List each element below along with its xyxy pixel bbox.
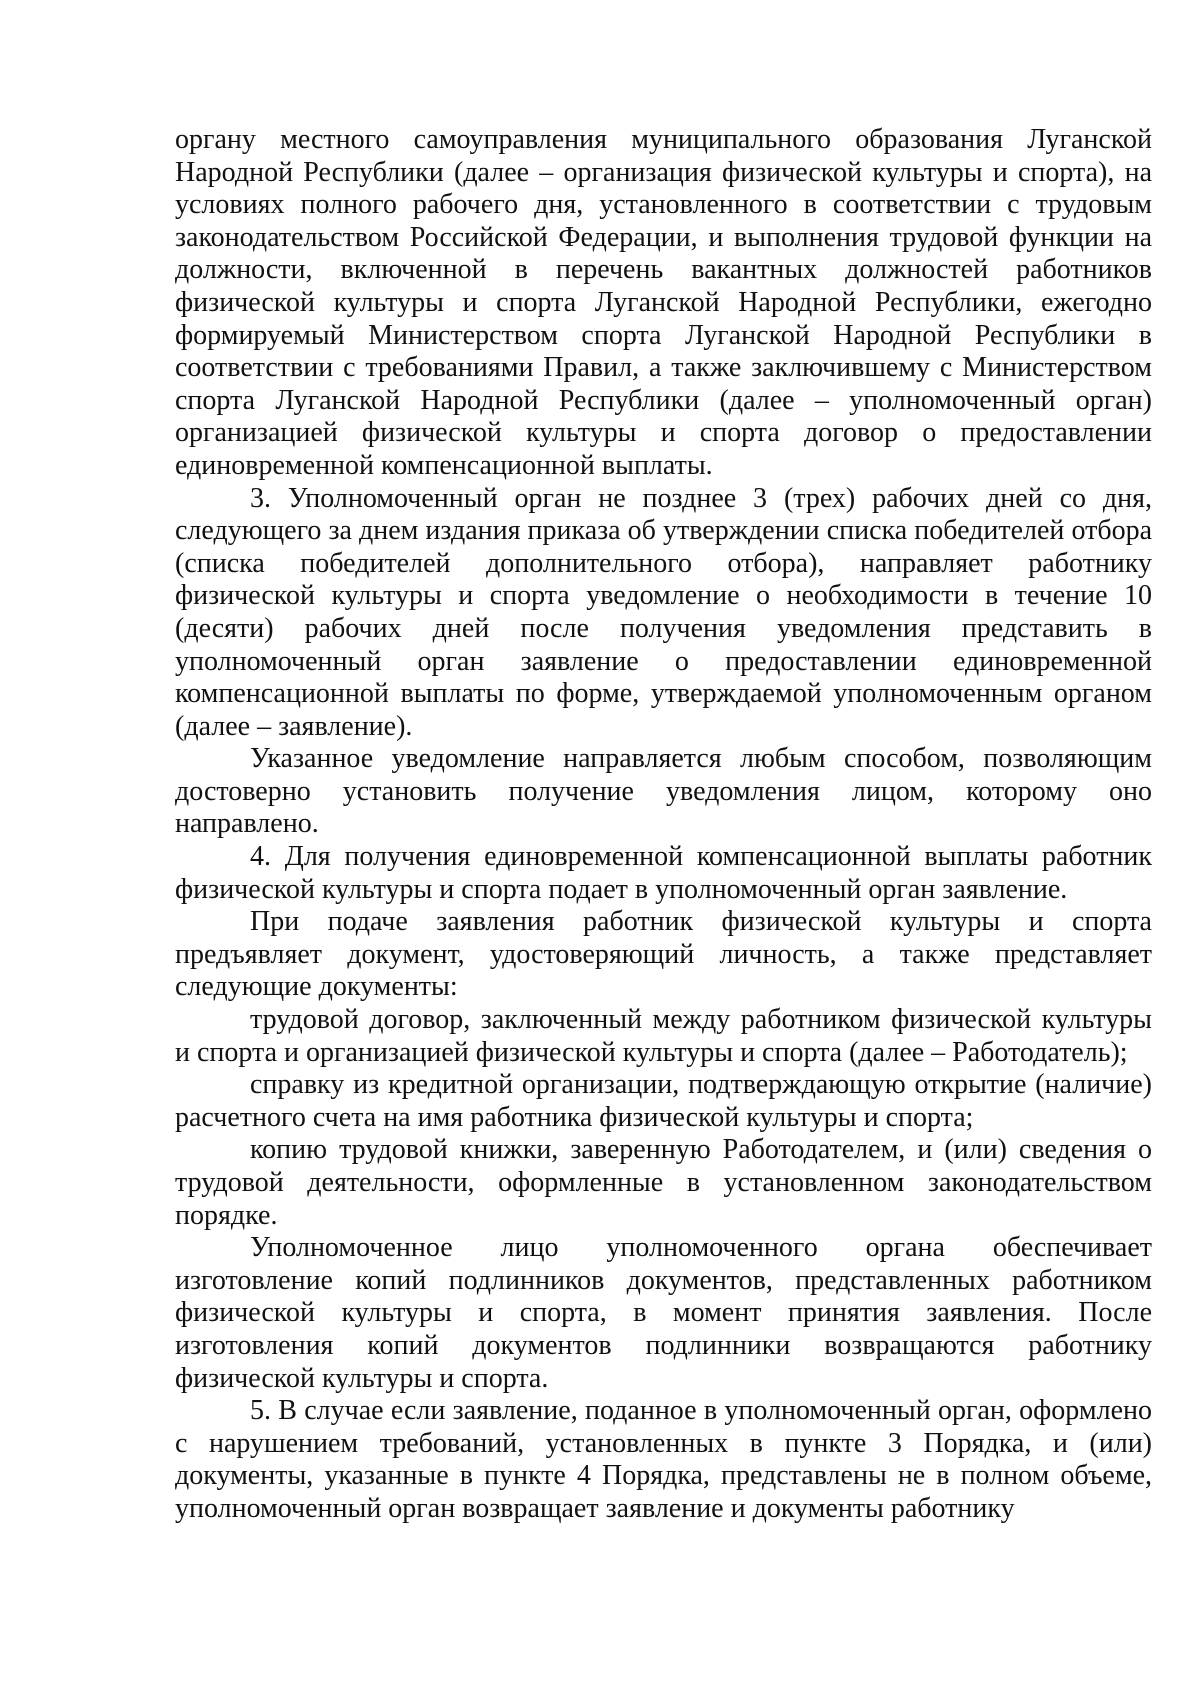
paragraph-item-4: 4. Для получения единовременной компенсационной выплаты работник физической культуры и спорта подает в уполномоченный орган заявление.	[175, 841, 1152, 905]
paragraph-continuation: органу местного самоуправления муниципального образования Луганской Народной Республики (далее – организация физической культуры и спорта), на условиях полного рабочего дня, установленного в соответствии с трудовым законодательством Российской Федерации, и выполнения трудовой функции на должности, включенной в перечень вакантных должностей работников физической культуры и спорта Луганской Народной Республики, ежегодно формируемый Министерством спорта Луганской Народной Республики в соответствии с требованиями Правил, а также заключившему с Министерством спорта Луганской Народной Республики (далее – уполномоченный орган) организацией физической культуры и спорта договор о предоставлении единовременной компенсационной выплаты.	[175, 124, 1152, 481]
document-body	[175, 124, 1152, 1526]
paragraph-documents-intro: При подаче заявления работник физической культуры и спорта предъявляет документ, удостоверяющий личность, а также представляет следующие документы:	[175, 906, 1152, 1003]
paragraph-item-5: 5. В случае если заявление, поданное в уполномоченный орган, оформлено с нарушением требований, установленных в пункте 3 Порядка, и (или) документы, указанные в пункте 4 Порядка, представлены не в полном объеме, уполномоченный орган возвращает заявление и документы работнику	[175, 1395, 1152, 1524]
paragraph-item-3: 3. Уполномоченный орган не позднее 3 (трех) рабочих дней со дня, следующего за днем издания приказа об утверждении списка победителей отбора (списка победителей дополнительного отбора), направляет работнику физической культуры и спорта уведомление о необходимости в течение 10 (десяти) рабочих дней после получения уведомления представить в уполномоченный орган заявление о предоставлении единовременной компенсационной выплаты по форме, утверждаемой уполномоченным органом (далее – заявление).	[175, 482, 1152, 742]
paragraph-bank-certificate: справку из кредитной организации, подтверждающую открытие (наличие) расчетного счета на имя работника физической культуры и спорта;	[175, 1069, 1152, 1133]
paragraph-employment-contract: трудовой договор, заключенный между работником физической культуры и спорта и организацией физической культуры и спорта (далее – Работодатель);	[175, 1004, 1152, 1068]
paragraph-work-book-copy: копию трудовой книжки, заверенную Работодателем, и (или) сведения о трудовой деятельности, оформленные в установленном законодательством порядке.	[175, 1134, 1152, 1231]
paragraph-copies-made: Уполномоченное лицо уполномоченного органа обеспечивает изготовление копий подлинников документов, представленных работником физической культуры и спорта, в момент принятия заявления. После изготовления копий документов подлинники возвращаются работнику физической культуры и спорта.	[175, 1232, 1152, 1394]
paragraph-notification-method: Указанное уведомление направляется любым способом, позволяющим достоверно установить получение уведомления лицом, которому оно направлено.	[175, 743, 1152, 840]
